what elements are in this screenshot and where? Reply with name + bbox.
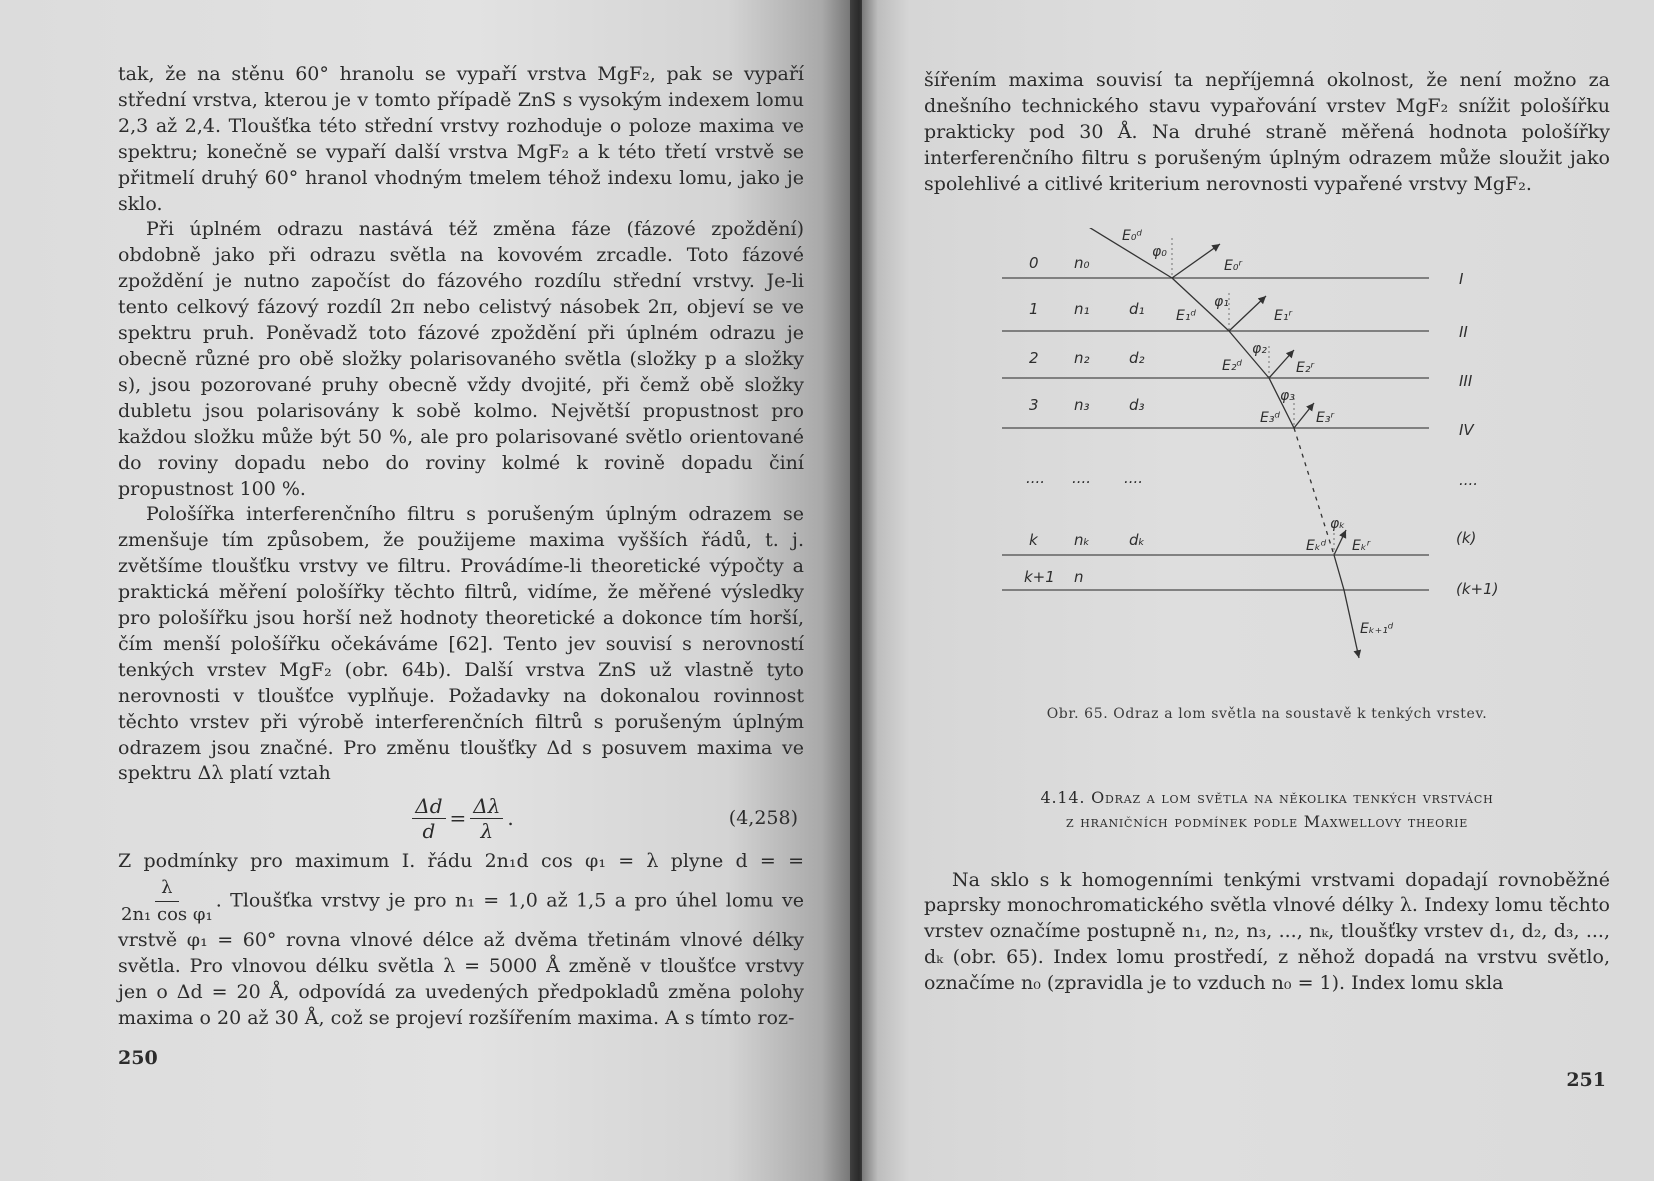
layer-n-1: n₁	[1074, 299, 1090, 318]
left-paragraph-4: Z podmínky pro maximum I. řádu 2n₁d cos φ₁ = λ plyne d = = $\frac{\lambda}{\text{2n₁ cos φ₁}}$ . Tloušťka vrstvy je pro n₁ = 1,0 až 1,5 a pro úhel lomu ve vrstvě φ₁ = 60° rovna vlnové délce až dvěma třetinám vlnové délky světla. Pro vlnovou délku světla λ = 5000 Å změně v tloušťce vrstvy jen o Δd = 20 Å, odpovídá za uvedených předpokladů změna polohy maxima o 20 až 30 Å, což se projeví rozšířením maxima. A s tímto roz-	[118, 850, 804, 1029]
paragraph-4-start: Z podmínky pro maximum I. řádu 2n₁d cos φ₁ = λ plyne d =	[118, 850, 776, 873]
refracted-ray-dashed	[1294, 428, 1334, 555]
left-page-text-continued	[118, 849, 804, 1031]
equation-rhs-denominator: λ	[480, 818, 494, 843]
equals-sign: =	[449, 806, 467, 831]
boundary-label-k: (k)	[1456, 528, 1477, 547]
layer-index-ellipsis: ....	[1026, 468, 1046, 487]
layer-n-ellipsis: ....	[1072, 468, 1092, 487]
layer-index-3: 3	[1029, 395, 1039, 414]
reflected-ray-1	[1229, 296, 1266, 331]
layer-index-k: k	[1029, 530, 1038, 549]
equation-period: .	[507, 806, 514, 831]
section-heading-line-2: z hraničních podmínek podle Maxwellovy theorie	[1065, 811, 1469, 831]
incident-label-2: E₂ᵈ	[1222, 357, 1243, 374]
layer-n-2: n₂	[1074, 348, 1090, 367]
reflected-label-0: E₀ʳ	[1224, 257, 1243, 274]
reflected-label-k: Eₖʳ	[1352, 537, 1371, 554]
layer-n-3: n₃	[1074, 395, 1090, 414]
layer-n-k1: n	[1074, 567, 1084, 586]
incident-label-k1: Eₖ₊₁ᵈ	[1360, 620, 1394, 637]
reflected-label-2: E₂ʳ	[1296, 359, 1315, 376]
boundary-label-IV: IV	[1459, 420, 1474, 439]
right-page	[862, 0, 1654, 1181]
equation-lhs-denominator: d	[422, 818, 436, 843]
paragraph-4-rest: . Tloušťka vrstvy je pro n₁ = 1,0 až 1,5 a pro úhel lomu ve vrstvě φ₁ = 60° rovna vlnové délce až dvěma třetinám vlnové délky světla. Pro vlnovou délku světla λ = 5000 Å změně v tloušťce vrstvy jen o Δd = 20 Å, odpovídá za uvedených předpokladů změna polohy maxima o 20 až 30 Å, což se projeví rozšířením maxima. A s tímto roz-	[118, 889, 804, 1029]
layer-d-3: d₃	[1129, 395, 1145, 414]
angle-label-0: φ₀	[1152, 243, 1167, 260]
incident-label-1: E₁ᵈ	[1176, 307, 1197, 324]
boundary-label-I: I	[1459, 269, 1464, 288]
angle-label-2: φ₂	[1252, 340, 1267, 357]
right-page-number: 251	[1566, 1069, 1606, 1091]
layer-index-1: 1	[1029, 299, 1039, 318]
reflected-ray-3	[1294, 403, 1314, 428]
figure-caption: Obr. 65. Odraz a lom světla na soustavě k tenkých vrstev.	[1046, 705, 1488, 722]
section-heading-line-1: 4.14. Odraz a lom světla na několika tenkých vrstvách	[1040, 787, 1494, 807]
equation-4-258	[118, 789, 804, 847]
section-heading	[924, 786, 1610, 834]
reflected-label-1: E₁ʳ	[1274, 307, 1293, 324]
inline-fraction	[121, 875, 213, 928]
boundary-label-ellipsis: ....	[1459, 470, 1479, 489]
figure-65	[924, 228, 1610, 722]
equation-lhs	[412, 794, 445, 843]
layer-index-0: 0	[1029, 253, 1039, 272]
incident-label-3: E₃ᵈ	[1260, 409, 1281, 426]
layer-d-k: dₖ	[1129, 530, 1145, 549]
inline-fraction-numerator: λ	[155, 875, 178, 902]
equation-lhs-numerator: Δd	[412, 794, 445, 819]
reflected-ray-0	[1172, 244, 1220, 278]
left-page-number: 250	[118, 1047, 158, 1069]
layer-index-2: 2	[1029, 348, 1039, 367]
right-paragraph-2: Na sklo s k homogenními tenkými vrstvami dopadají rovnoběžné paprsky monochromatického světla vlnové délky λ. Indexy lomu těchto vrstev označíme postupně n₁, n₂, n₃, ..., nₖ, tloušťky vrstev d₁, d₂, d₃, ..., dₖ (obr. 65). Index lomu prostředí, z něhož dopadá na vrstvu světlo, označíme n₀ (zpravidla je to vzduch n₀ = 1). Index lomu skla	[924, 868, 1610, 995]
layer-index-k1: k+1	[1024, 567, 1055, 586]
left-page-text	[118, 62, 804, 787]
left-paragraph-3: Pološířka interferenčního filtru s porušeným úplným odrazem se zmenšuje tím způsobem, že použijeme maxima vyšších řádů, t. j. zvětšíme tloušťku vrstvy ve filtru. Provádíme-li theoretické výpočty a praktická měření pološířky těchto filtrů, vidíme, že měřené výsledky pro pološířku jsou horší než hodnoty theoretické a dokonce tím horší, čím menší pološířku očekáváme [62]. Tento jev souvisí s nerovností tenkých vrstev MgF₂ (obr. 64b). Další vrstva ZnS už vlastně tyto nerovnosti v tloušťce vyplňuje. Požadavky na dokonalou rovinnost těchto vrstev při výrobě interferenčních filtrů s porušeným úplným odrazem jsou značné. Pro změnu tloušťky Δd s posuvem maxima ve spektru Δλ platí vztah	[118, 503, 804, 785]
thin-layers-diagram	[924, 228, 1610, 698]
layer-d-ellipsis: ....	[1124, 468, 1144, 487]
normals	[1172, 238, 1334, 555]
right-page-text-2	[924, 868, 1610, 998]
layer-d-1: d₁	[1129, 299, 1145, 318]
right-page-text	[924, 68, 1610, 198]
angle-label-k: φₖ	[1330, 515, 1346, 532]
left-paragraph-1: tak, že na stěnu 60° hranolu se vypaří vrstva MgF₂, pak se vypaří střední vrstva, kterou je v tomto případě ZnS s vysokým indexem lomu 2,3 až 2,4. Tloušťka této střední vrstvy rozhoduje o poloze maxima ve spektru; konečně se vypaří další vrstva MgF₂ a k této třetí vrstvě se přitmelí druhý 60° hranol vhodným tmelem téhož indexu lomu, jako je sklo.	[118, 63, 804, 215]
layer-n-k: nₖ	[1074, 530, 1090, 549]
right-paragraph-1: šířením maxima souvisí ta nepříjemná okolnost, že není možno za dnešního technického stavu vypařování vrstev MgF₂ snížit pološířku prakticky pod 30 Å. Na druhé straně měřená hodnota pološířky interferenčního filtru s porušeným úplným odrazem může sloužit jako spolehlivé a citlivé kriterium nerovnosti vypařené vrstvy MgF₂.	[924, 69, 1610, 195]
boundary-label-III: III	[1459, 371, 1473, 390]
layer-d-2: d₂	[1129, 348, 1145, 367]
boundary-label-k1: (k+1)	[1456, 579, 1499, 598]
equation-rhs	[470, 794, 503, 843]
incident-label-0: E₀ᵈ	[1122, 227, 1143, 244]
refracted-ray-k	[1334, 555, 1344, 590]
incident-label-k: Eₖᵈ	[1306, 537, 1327, 554]
reflected-ray-k	[1334, 530, 1346, 555]
equation-number: (4,258)	[728, 807, 798, 830]
reflected-ray-2	[1269, 350, 1294, 378]
refracted-rays	[1074, 228, 1359, 658]
reflected-label-3: E₃ʳ	[1316, 409, 1335, 426]
left-paragraph-2: Při úplném odrazu nastává též změna fáze (fázové zpoždění) obdobně jako při odrazu světla na kovovém zrcadle. Toto fázové zpoždění je nutno započíst do fázového rozdílu střední vrstvy. Je-li tento celkový fázový rozdíl 2π nebo celistvý násobek 2π, objeví se ve spektru pruh. Poněvadž toto fázové zpoždění při úplném odrazu je obecně různé pro obě složky polarisovaného světla (složky p a složky s), jsou pozorované pruhy obecně vždy dvojité, při čemž obě složky dubletu jsou polarisovány k sobě kolmo. Největší propustnost pro každou složku může být 50 %, ale pro polarisované světlo orientované do roviny dopadu nebo do roviny kolmé k rovině dopadu činí propustnost 100 %.	[118, 218, 804, 500]
angle-label-3: φ₃	[1280, 387, 1295, 404]
transmitted-ray	[1344, 590, 1359, 658]
boundary-label-II: II	[1459, 322, 1468, 341]
angle-label-1: φ₁	[1214, 293, 1229, 310]
inline-fraction-denominator: 2n₁ cos φ₁	[121, 904, 213, 926]
layer-n-0: n₀	[1074, 253, 1090, 272]
equation-rhs-numerator: Δλ	[470, 794, 503, 819]
